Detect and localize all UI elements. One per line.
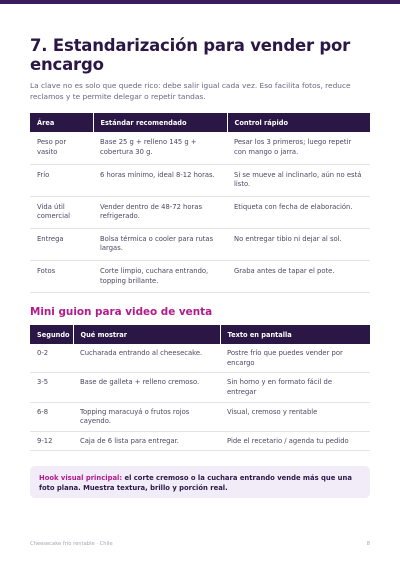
cell-area: Frío: [30, 164, 93, 196]
table-row: [30, 373, 370, 402]
table-row: [30, 344, 370, 373]
cell-control: Si se mueve al inclinarlo, aún no está listo.: [227, 164, 370, 196]
cell-control: Graba antes de tapar el pote.: [227, 261, 370, 293]
table-row: [30, 164, 370, 196]
table-row: [30, 196, 370, 228]
table-row: [30, 261, 370, 293]
cell-screen-text: Visual, cremoso y rentable: [220, 402, 370, 431]
cell-second: 3-5: [30, 373, 73, 402]
cell-control: Etiqueta con fecha de elaboración.: [227, 196, 370, 228]
column-header-standard: Estándar recomendado: [93, 113, 227, 132]
cell-screen-text: Pide el recetario / agenda tu pedido: [220, 431, 370, 451]
table-row: [30, 228, 370, 260]
column-header-control: Control rápido: [227, 113, 370, 132]
column-header-what-to-show: Qué mostrar: [73, 325, 220, 344]
page-content: [30, 36, 370, 498]
top-accent-bar: [0, 0, 400, 4]
column-header-area: Área: [30, 113, 93, 132]
cell-area: Vida útil comercial: [30, 196, 93, 228]
cell-area: Peso por vasito: [30, 132, 93, 164]
cell-what-to-show: Topping maracuyá o frutos rojos cayendo.: [73, 402, 220, 431]
section-title: 7. Estandarización para vender por encargo: [30, 36, 351, 74]
column-header-screen-text: Texto en pantalla: [220, 325, 370, 344]
cell-standard: Base 25 g + relleno 145 g + cobertura 30 g.: [93, 132, 227, 164]
hook-callout: [30, 466, 370, 498]
cell-screen-text: Sin horno y en formato fácil de entregar: [220, 373, 370, 402]
hook-label: Hook visual principal:: [39, 474, 123, 483]
table-row: [30, 431, 370, 451]
cell-standard: 6 horas mínimo, ideal 8-12 horas.: [93, 164, 227, 196]
table-row: [30, 402, 370, 431]
cell-what-to-show: Caja de 6 lista para entregar.: [73, 431, 220, 451]
standards-table: [30, 113, 370, 293]
page-footer: [30, 541, 370, 547]
cell-control: Pesar los 3 primeros; luego repetir con mango o jarra.: [227, 132, 370, 164]
cell-area: Fotos: [30, 261, 93, 293]
cell-area: Entrega: [30, 228, 93, 260]
column-header-second: Segundo: [30, 325, 73, 344]
cell-second: 6-8: [30, 402, 73, 431]
intro-paragraph: La clave no es solo que quede rico: debe salir igual cada vez. Eso facilita fotos, reduce reclamos y te permite delegar o repetir tandas.: [30, 81, 351, 101]
video-script-table: [30, 325, 370, 451]
cell-second: 9-12: [30, 431, 73, 451]
table-header-row: [30, 325, 370, 344]
hook-text: el corte cremoso o la cuchara entrando vende más que una foto plana. Muestra textura, brillo y porción real.: [39, 474, 352, 493]
table-row: [30, 132, 370, 164]
cell-standard: Corte limpio, cuchara entrando, topping brillante.: [93, 261, 227, 293]
cell-control: No entregar tibio ni dejar al sol.: [227, 228, 370, 260]
cell-standard: Vender dentro de 48-72 horas refrigerado.: [93, 196, 227, 228]
cell-what-to-show: Base de galleta + relleno cremoso.: [73, 373, 220, 402]
cell-standard: Bolsa térmica o cooler para rutas largas.: [93, 228, 227, 260]
cell-second: 0-2: [30, 344, 73, 373]
table-header-row: [30, 113, 370, 132]
page-number: 8: [366, 541, 370, 547]
cell-what-to-show: Cucharada entrando al cheesecake.: [73, 344, 220, 373]
subsection-title: Mini guion para video de venta: [30, 306, 213, 319]
cell-screen-text: Postre frío que puedes vender por encargo: [220, 344, 370, 373]
footer-document-name: Cheesecake frío rentable · Chile: [30, 541, 113, 547]
